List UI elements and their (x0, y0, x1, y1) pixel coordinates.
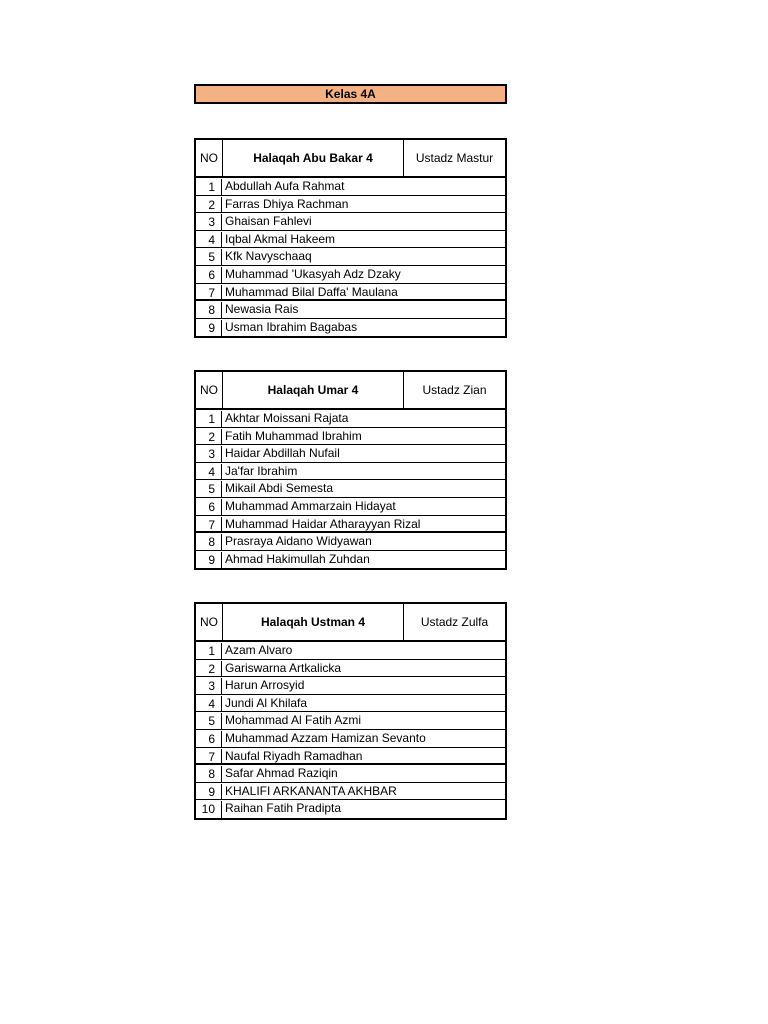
student-number: 5 (196, 481, 222, 498)
student-row (196, 480, 505, 498)
student-row (196, 642, 505, 660)
student-number: 3 (196, 446, 222, 463)
student-row (196, 783, 505, 801)
no-column-header: NO (196, 604, 223, 640)
student-name: Newasia Rais (225, 302, 299, 317)
student-name: Usman Ibrahim Bagabas (225, 319, 358, 334)
student-number: 4 (196, 232, 222, 249)
student-row (196, 677, 505, 695)
student-number: 6 (196, 267, 222, 284)
student-name: Raihan Fatih Pradipta (225, 801, 342, 816)
student-name: Safar Ahmad Raziqin (225, 766, 338, 781)
student-name: Ja'far Ibrahim (225, 463, 298, 478)
student-number: 8 (196, 302, 222, 319)
student-row (196, 231, 505, 249)
student-name: Prasraya Aidano Widyawan (225, 534, 372, 549)
student-row (196, 284, 505, 302)
student-row (196, 533, 505, 551)
student-number: 7 (196, 517, 222, 533)
no-column-header: NO (196, 140, 223, 176)
student-number: 4 (196, 696, 222, 713)
student-name: Jundi Al Khilafa (225, 695, 308, 710)
student-row (196, 463, 505, 481)
teacher-name: Ustadz Zian (422, 383, 487, 397)
student-row (196, 196, 505, 214)
student-number: 3 (196, 214, 222, 231)
student-name: Muhammad Ammarzain Hidayat (225, 498, 396, 513)
student-number: 7 (196, 749, 222, 765)
student-number: 4 (196, 464, 222, 481)
table-header (196, 604, 505, 642)
student-number: 1 (196, 411, 222, 428)
student-name: Gariswarna Artkalicka (225, 660, 342, 675)
class-title: Kelas 4A (194, 84, 507, 104)
student-row (196, 213, 505, 231)
student-name: Harun Arrosyid (225, 678, 305, 693)
student-name: Naufal Riyadh Ramadhan (225, 748, 363, 763)
student-row (196, 498, 505, 516)
student-name: Abdullah Aufa Rahmat (225, 179, 345, 193)
student-number: 9 (196, 784, 222, 801)
student-row (196, 712, 505, 730)
student-name: KHALIFI ARKANANTA AKHBAR (225, 783, 397, 798)
student-number: 7 (196, 285, 222, 301)
student-row (196, 695, 505, 713)
student-row (196, 445, 505, 463)
halaqah-table (194, 138, 507, 338)
student-number: 8 (196, 766, 222, 783)
student-row (196, 178, 505, 196)
student-name: Muhammad Azzam Hamizan Sevanto (225, 730, 426, 745)
student-name: Ahmad Hakimullah Zuhdan (225, 551, 370, 566)
student-name: Ghaisan Fahlevi (225, 214, 312, 229)
student-row (196, 730, 505, 748)
halaqah-table (194, 370, 507, 570)
student-name: Mikail Abdi Semesta (225, 481, 334, 496)
table-header (196, 372, 505, 410)
student-row (196, 266, 505, 284)
halaqah-name: Halaqah Ustman 4 (223, 604, 404, 640)
student-number: 2 (196, 197, 222, 214)
student-number: 2 (196, 429, 222, 446)
student-row (196, 410, 505, 428)
student-row (196, 748, 505, 766)
student-row (196, 800, 505, 818)
halaqah-name: Halaqah Abu Bakar 4 (223, 140, 404, 176)
student-number: 6 (196, 731, 222, 748)
student-name: Farras Dhiya Rachman (225, 196, 349, 211)
student-row (196, 765, 505, 783)
student-row (196, 319, 505, 337)
student-name: Azam Alvaro (225, 643, 293, 657)
no-column-header: NO (196, 372, 223, 408)
student-name: Muhammad Haidar Atharayyan Rizal (225, 516, 421, 531)
student-name: Muhammad Bilal Daffa' Maulana (225, 284, 398, 299)
halaqah-name: Halaqah Umar 4 (223, 372, 404, 408)
student-number: 5 (196, 713, 222, 730)
student-name: Mohammad Al Fatih Azmi (225, 713, 362, 728)
teacher-name: Ustadz Mastur (415, 151, 494, 165)
student-name: Kfk Navyschaaq (225, 249, 312, 264)
halaqah-table (194, 602, 507, 820)
student-row (196, 428, 505, 446)
student-row (196, 516, 505, 534)
student-row (196, 301, 505, 319)
student-name: Muhammad 'Ukasyah Adz Dzaky (225, 266, 401, 281)
student-name: Fatih Muhammad Ibrahim (225, 428, 362, 443)
student-number: 10 (196, 801, 222, 819)
student-name: Haidar Abdillah Nufail (225, 446, 340, 461)
student-row (196, 248, 505, 266)
student-row (196, 660, 505, 678)
teacher-name: Ustadz Zulfa (420, 615, 489, 629)
student-name: Iqbal Akmal Hakeem (225, 231, 336, 246)
table-header (196, 140, 505, 178)
student-number: 8 (196, 534, 222, 551)
student-row (196, 551, 505, 569)
student-number: 6 (196, 499, 222, 516)
student-number: 2 (196, 661, 222, 678)
student-number: 9 (196, 552, 222, 570)
student-name: Akhtar Moissani Rajata (225, 411, 349, 425)
student-number: 5 (196, 249, 222, 266)
student-number: 9 (196, 320, 222, 338)
student-number: 1 (196, 179, 222, 196)
student-number: 1 (196, 643, 222, 660)
student-number: 3 (196, 678, 222, 695)
